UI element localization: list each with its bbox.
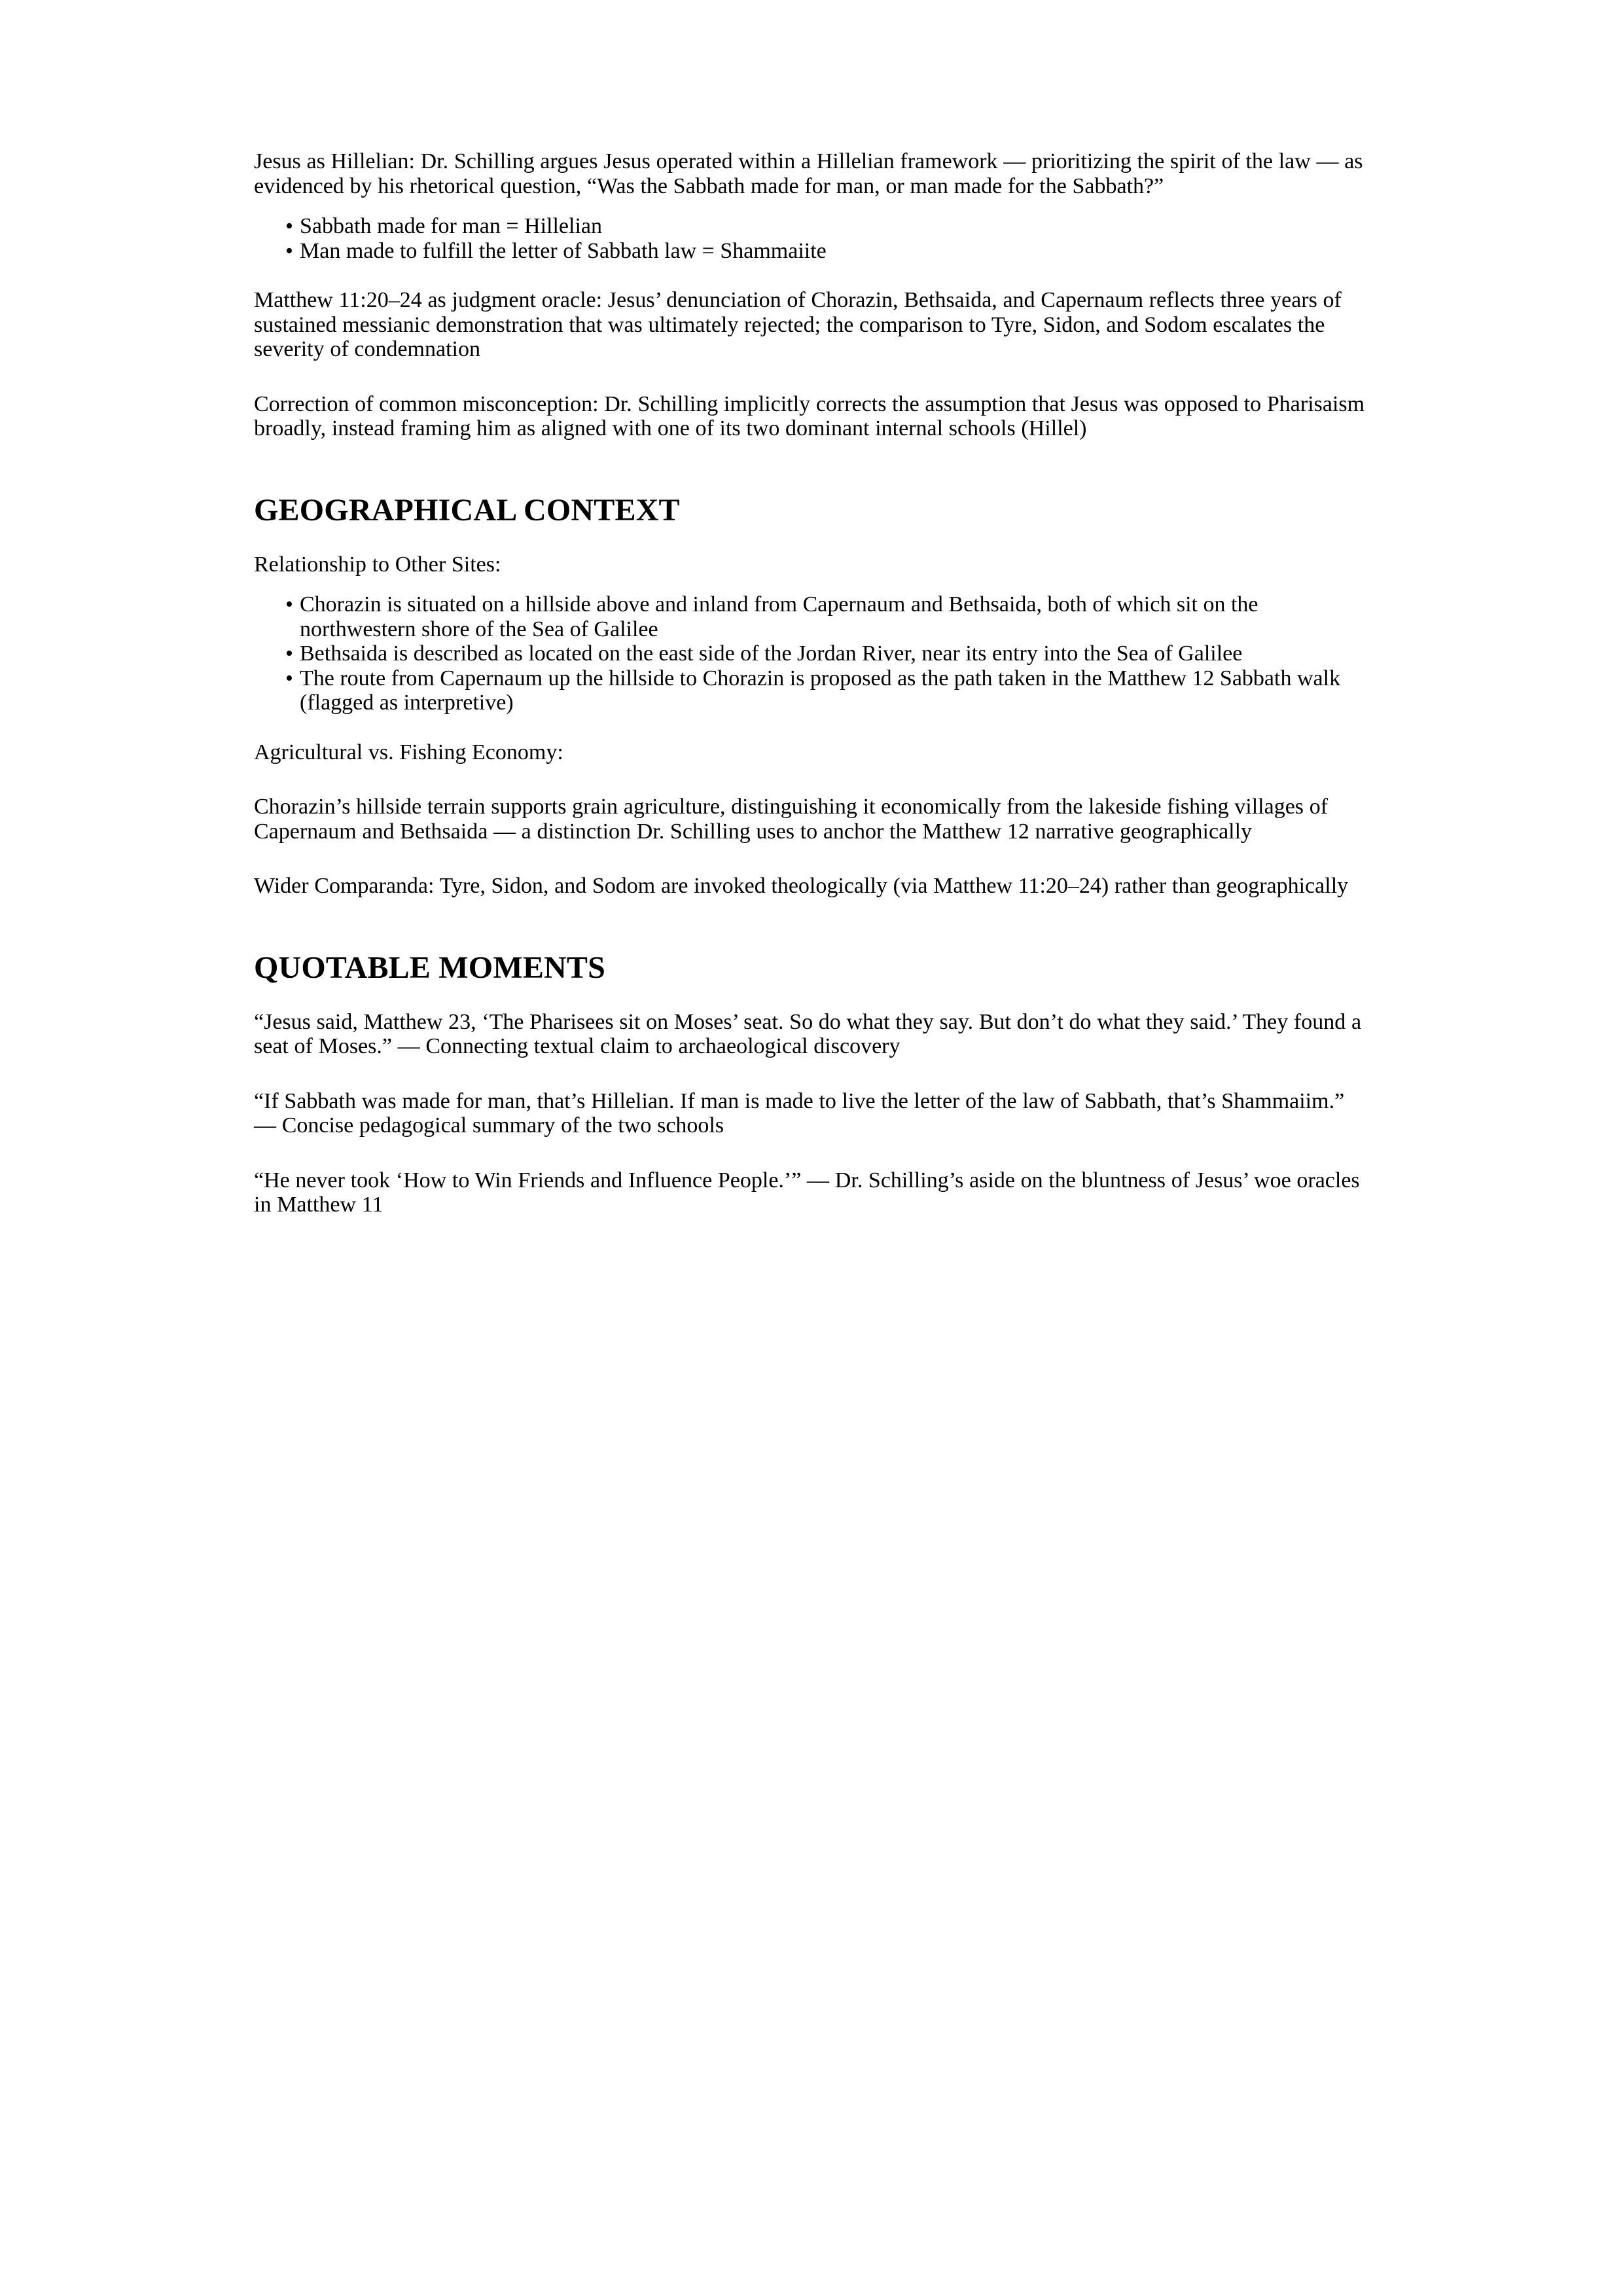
heading-block-quotable-moments bbox=[254, 914, 1366, 1010]
label-relationship-to-other-sites: Relationship to Other Sites: bbox=[254, 552, 501, 577]
label-agricultural-vs-fishing-economy: Agricultural vs. Fishing Economy: bbox=[254, 740, 563, 764]
page-title-quotable-moments: QUOTABLE MOMENTS bbox=[254, 950, 606, 985]
spacer bbox=[254, 1154, 1366, 1168]
spacer bbox=[254, 859, 1366, 874]
spacer bbox=[254, 378, 1366, 392]
list-hillelian-shammaiite bbox=[254, 214, 1366, 263]
paragraph-jesus-as-hillelian: Jesus as Hillelian: Dr. Schilling argues Jesus operated within a Hillelian framework — prioritizing the spirit of the law — as evidenced by his rhetorical question, “Was the Sabbath made for man, or man made for the Sabbath?” bbox=[254, 149, 1363, 198]
spacer bbox=[254, 780, 1366, 795]
quote-win-friends: “He never took ‘How to Win Friends and Influence People.’” — Dr. Schilling’s aside on the bluntness of Jesus’ woe oracles in Matthew 11 bbox=[254, 1168, 1360, 1217]
list-item: • Chorazin is situated on a hillside above and inland from Capernaum and Bethsaida, both of which sit on the northwestern shore of the Sea of Galilee bbox=[254, 592, 1366, 641]
paragraph-wider-comparanda: Wider Comparanda: Tyre, Sidon, and Sodom are invoked theologically (via Matthew 11:20–24) rather than geographically bbox=[254, 874, 1349, 898]
page-title-geographical-context: GEOGRAPHICAL CONTEXT bbox=[254, 492, 680, 528]
spacer bbox=[254, 279, 1366, 288]
heading-block-geographical-context bbox=[254, 457, 1366, 552]
paragraph-correction-misconception: Correction of common misconception: Dr. Schilling implicitly corrects the assumption that Jesus was opposed to Pharisaism broadly, instead framing him as aligned with one of its two dominant internal schools (Hillel) bbox=[254, 391, 1365, 440]
document-body bbox=[254, 149, 1366, 1217]
list-item: • The route from Capernaum up the hillside to Chorazin is proposed as the path taken in the Matthew 12 Sabbath walk (flagged as interpretive) bbox=[254, 666, 1366, 715]
list-item: • Sabbath made for man = Hillelian bbox=[254, 214, 1366, 239]
paragraph-matthew-judgment-oracle: Matthew 11:20–24 as judgment oracle: Jesus’ denunciation of Chorazin, Bethsaida, and Capernaum reflects three years of sustained messianic demonstration that was ultimately rejected; the comparison to Tyre, Sidon, and Sodom escalates the severity of condemnation bbox=[254, 288, 1342, 361]
list-relationship-other-sites bbox=[254, 592, 1366, 715]
quote-hillelian-shammaiim: “If Sabbath was made for man, that’s Hillelian. If man is made to live the letter of the law of Sabbath, that’s Shammaiim.” — Concise pedagogical summary of the two schools bbox=[254, 1088, 1345, 1138]
spacer bbox=[254, 731, 1366, 740]
quote-moses-seat: “Jesus said, Matthew 23, ‘The Pharisees sit on Moses’ seat. So do what they say. But don’t do what they said.’ They found a seat of Moses.” — Connecting textual claim to archaeological discovery bbox=[254, 1009, 1362, 1058]
list-item: • Man made to fulfill the letter of Sabbath law = Shammaiite bbox=[254, 239, 1366, 264]
list-item: • Bethsaida is described as located on the east side of the Jordan River, near its entry into the Sea of Galilee bbox=[254, 641, 1366, 666]
paragraph-chorazin-hillside-economy: Chorazin’s hillside terrain supports grain agriculture, distinguishing it economically from the lakeside fishing villages of Capernaum and Bethsaida — a distinction Dr. Schilling uses to anchor the Matthew 12 narrative geographically bbox=[254, 795, 1329, 844]
spacer bbox=[254, 1075, 1366, 1089]
